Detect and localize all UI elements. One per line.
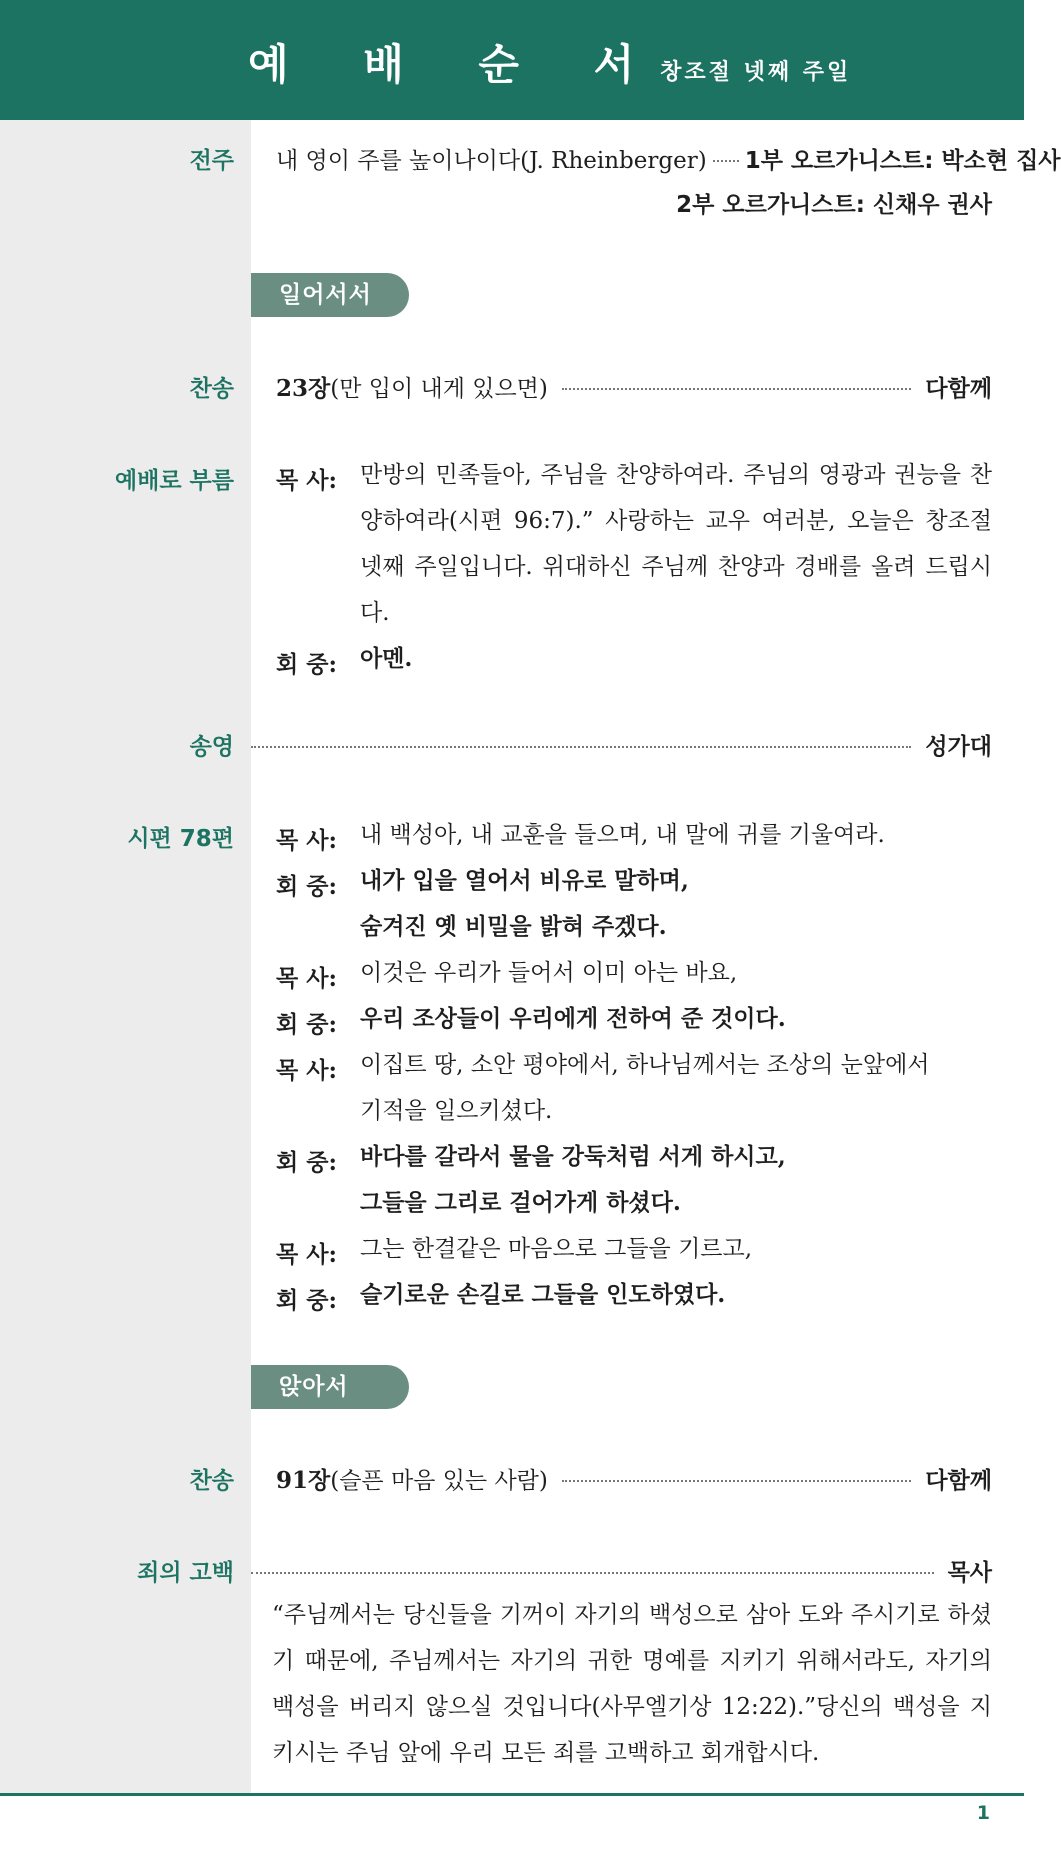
psalm-speaker: 회 중: [276,1011,337,1038]
dot-leader [713,160,739,162]
page-subtitle: 창조절 넷째 주일 [660,60,852,85]
hymn1-performer: 다함께 [925,376,992,402]
hymn1-label: 찬송 [189,376,234,402]
hymn2-performer: 다함께 [925,1468,992,1494]
psalm-speaker: 목 사: [276,1241,337,1268]
psalm-line [276,812,992,858]
psalm-text: 그들을 그리로 걸어가게 하셨다. [360,1189,681,1216]
page-number: 1 [976,1802,990,1824]
psalm-text: 기적을 일으키셨다. [360,1098,553,1124]
anthem-performer: 성가대 [925,734,992,760]
psalm-text: 이집트 땅, 소안 평야에서, 하나님께서는 조상의 눈앞에서 [360,1052,930,1078]
prelude-row [276,142,1061,175]
psalm-text: 바다를 갈라서 물을 강둑처럼 서게 하시고, [360,1143,786,1170]
confession-text: “주님께서는 당신들을 기꺼이 자기의 백성으로 삼아 도와 주시기로 하셨기 때문에, 주님께서는 자기의 귀한 명예를 지키기 위해서라도, 자기의 백성을 버리지 않으실 것입니다(사무엘기상 12:22).”당신의 백성을 지키시는 주님 앞에 우리 모든 죄를 고백하고 회개합시다. [272,1602,992,1766]
hymn2-label: 찬송 [189,1468,234,1494]
psalm-speaker: 목 사: [276,965,337,992]
speaker-congregation: 회 중: [276,651,337,678]
call-pastor-text: 만방의 민족들아, 주님을 찬양하여라. 주님의 영광과 권능을 찬양하여라(시편 96:7).” 사랑하는 교우 여러분, 오늘은 창조절 넷째 주일입니다. 위대하신 주님께 찬양과 경배를 올려 드립시다. [360,462,992,626]
call-congregation-line [276,636,992,682]
footer-rule [0,1793,1024,1796]
call-to-worship-label: 예배로 부름 [114,468,234,494]
psalm-line [276,1134,992,1180]
dot-leader [251,1572,934,1574]
psalm-speaker: 회 중: [276,1287,337,1314]
confession-label: 죄의 고백 [137,1560,234,1586]
psalm-speaker: 회 중: [276,1149,337,1176]
hymn1-row [276,370,992,403]
header-bar [0,0,1024,120]
psalm-line [276,904,992,950]
call-pastor-line [276,452,992,636]
page-title: 예 배 순 서 [248,40,665,89]
hymn1-number: 23장 [276,375,331,402]
hymn2-row [276,1462,992,1495]
header-title-group [248,32,851,92]
psalm-text: 이것은 우리가 들어서 이미 아는 바요, [360,960,738,986]
psalm-line [276,858,992,904]
psalm-line [276,1042,992,1088]
prelude-piece: 내 영이 주를 높이나이다(J. Rheinberger) [276,148,707,174]
dot-leader [562,1480,911,1482]
psalm-line [276,1088,992,1134]
psalm-text: 슬기로운 손길로 그들을 인도하였다. [360,1281,726,1308]
psalm-line [276,1226,992,1272]
prelude-label: 전주 [189,148,234,174]
psalm-text: 내 백성아, 내 교훈을 들으며, 내 말에 귀를 기울여라. [360,822,885,848]
dot-leader [562,388,911,390]
psalm-speaker: 목 사: [276,827,337,854]
psalm-line [276,996,992,1042]
psalm-line [276,950,992,996]
psalm-speaker: 회 중: [276,873,337,900]
organist-1: 1부 오르가니스트: 박소현 집사 [744,148,1061,174]
organist-2: 2부 오르가니스트: 신채우 권사 [676,192,992,218]
psalm-text: 그는 한결같은 마음으로 그들을 기르고, [360,1236,753,1262]
psalm-line [276,1272,992,1318]
psalm-label: 시편 78편 [127,826,234,852]
hymn2-number: 91장 [276,1467,331,1494]
confession-row [251,1554,992,1587]
hymn2-title: (슬픈 마음 있는 사람) [330,1468,548,1494]
psalm-text: 내가 입을 열어서 비유로 말하며, [360,867,689,894]
speaker-pastor: 목 사: [276,467,337,494]
anthem-label: 송영 [189,734,234,760]
hymn1-title: (만 입이 내게 있으면) [330,376,548,402]
sit-badge: 앉아서 [251,1365,409,1409]
stand-badge: 일어서서 [251,273,409,317]
psalm-text: 숨겨진 옛 비밀을 밝혀 주겠다. [360,913,667,940]
dot-leader [251,746,911,748]
call-congregation-text: 아멘. [360,645,413,672]
psalm-text: 우리 조상들이 우리에게 전하여 준 것이다. [360,1005,786,1032]
psalm-line [276,1180,992,1226]
anthem-row [251,728,992,761]
psalm-speaker: 목 사: [276,1057,337,1084]
confession-leader: 목사 [947,1560,992,1586]
